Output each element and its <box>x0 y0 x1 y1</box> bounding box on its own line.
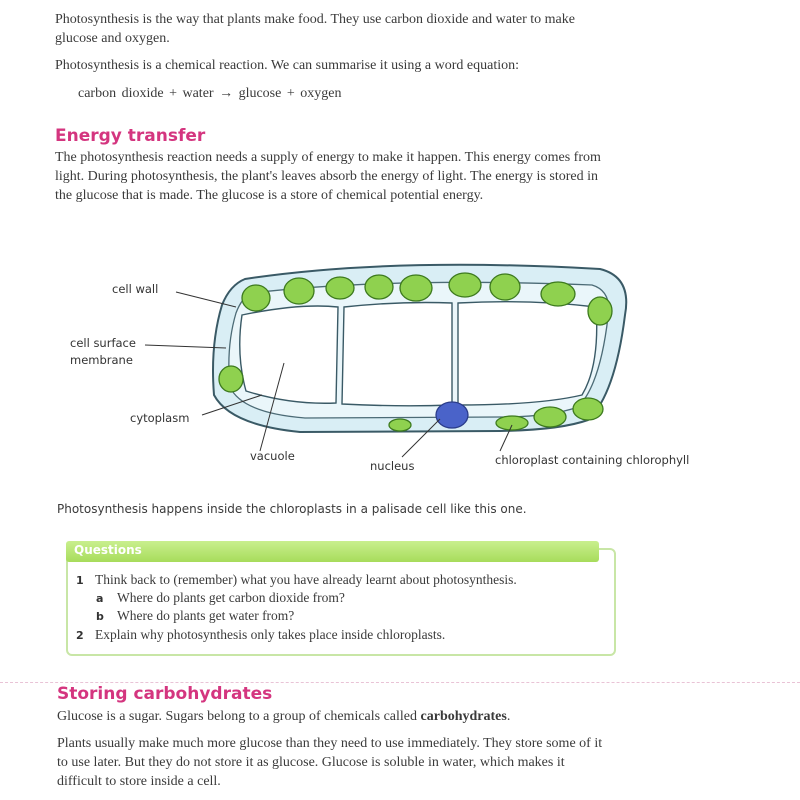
chloroplast <box>400 275 432 301</box>
label-vacuole: vacuole <box>250 449 295 463</box>
question-1a: Where do plants get carbon dioxide from? <box>117 590 345 605</box>
storing-paragraph-2: Plants usually make much more glucose than they need to use immediately. They store some of it to use later. But they do not store it as glucose. Glucose is soluble in water, which makes it difficult to store inside a cell. <box>57 736 603 789</box>
storing-carbohydrates-heading: Storing carbohydrates <box>57 684 273 704</box>
chloroplast <box>490 274 520 300</box>
chloroplast <box>326 277 354 299</box>
intro-paragraph-1: Photosynthesis is the way that plants make food. They use carbon dioxide and water to make glucose and oxygen. <box>55 12 575 46</box>
question-letter-b: b <box>96 610 104 623</box>
label-cell-surface-membrane-1: cell surface <box>70 336 136 350</box>
chloroplast <box>588 297 612 325</box>
chloroplast <box>389 419 411 431</box>
storing-p1-start: Glucose is a sugar. Sugars belong to a group of chemicals called <box>57 709 421 724</box>
vacuole-3 <box>458 302 597 405</box>
chloroplast <box>242 285 270 311</box>
keyword-carbohydrates: carbohydrates <box>420 709 507 724</box>
question-1b: Where do plants get water from? <box>117 608 295 623</box>
label-cell-surface-membrane-2: membrane <box>70 353 133 367</box>
label-nucleus: nucleus <box>370 459 415 473</box>
vacuole-1 <box>240 306 338 403</box>
question-1: Think back to (remember) what you have already learnt about photosynthesis. <box>95 572 517 587</box>
word-equation: carbon dioxide + water → glucose + oxygen <box>78 86 342 101</box>
storing-p1-end: . <box>506 709 511 724</box>
chloroplast <box>365 275 393 299</box>
question-number-1: 1 <box>76 574 84 587</box>
chloroplast <box>534 407 566 427</box>
storing-paragraph-1 <box>57 707 657 726</box>
palisade-cell-diagram <box>0 255 800 480</box>
nucleus <box>436 402 468 428</box>
question-number-2: 2 <box>76 629 84 642</box>
intro-paragraph-2: Photosynthesis is a chemical reaction. We can summarise it using a word equation: <box>55 58 520 73</box>
vacuole-2 <box>342 303 452 406</box>
label-cytoplasm: cytoplasm <box>130 411 190 425</box>
chloroplast <box>284 278 314 304</box>
energy-paragraph: The photosynthesis reaction needs a supply of energy to make it happen. This energy comes from light. During photosynthesis, the plant's leaves absorb the energy of light. The energy is stored in the glucose that is made. The glucose is a store of chemical potential energy. <box>55 150 601 203</box>
question-letter-a: a <box>96 592 104 605</box>
section-divider <box>0 682 800 683</box>
label-cell-wall: cell wall <box>112 282 159 296</box>
questions-title-bar <box>66 541 599 562</box>
diagram-caption: Photosynthesis happens inside the chloroplasts in a palisade cell like this one. <box>57 502 527 516</box>
chloroplast <box>541 282 575 306</box>
energy-transfer-heading: Energy transfer <box>55 126 206 146</box>
questions-title: Questions <box>74 543 142 557</box>
chloroplast <box>573 398 603 420</box>
question-2: Explain why photosynthesis only takes place inside chloroplasts. <box>95 627 446 642</box>
chloroplast <box>219 366 243 392</box>
label-chloroplast: chloroplast containing chlorophyll <box>495 453 690 467</box>
chloroplast <box>449 273 481 297</box>
chloroplast <box>496 416 528 430</box>
